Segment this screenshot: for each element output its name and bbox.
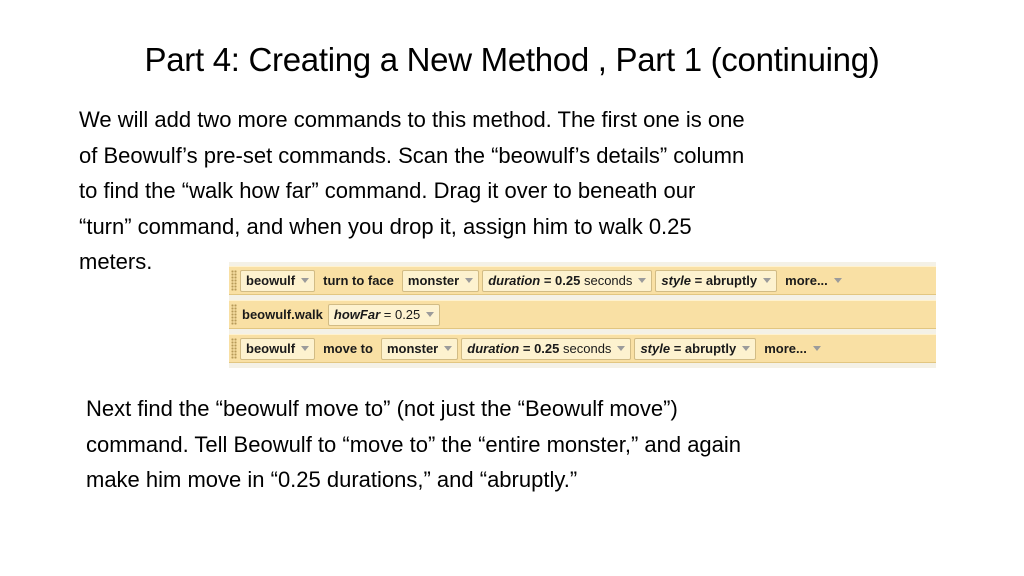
style-value: = abruptly xyxy=(673,341,737,356)
triangle-down-icon xyxy=(763,278,771,283)
triangle-down-icon xyxy=(617,346,625,351)
instruction-paragraph-2 xyxy=(86,391,946,498)
triangle-down-icon xyxy=(742,346,750,351)
drag-grip-icon[interactable] xyxy=(231,338,237,359)
triangle-down-icon xyxy=(426,312,434,317)
argument-label: monster xyxy=(386,341,439,356)
method-label: turn to face xyxy=(323,273,394,288)
triangle-down-icon xyxy=(638,278,646,283)
duration-key: duration xyxy=(488,273,541,288)
triangle-down-icon xyxy=(834,278,842,283)
drag-grip-icon[interactable] xyxy=(231,270,237,291)
duration-value: = 0.25 xyxy=(522,341,560,356)
slide-title: Part 4: Creating a New Method , Part 1 (continuing) xyxy=(144,41,880,78)
argument-dropdown[interactable] xyxy=(381,338,458,360)
style-key: style xyxy=(640,341,671,356)
triangle-down-icon xyxy=(301,278,309,283)
code-row-walk[interactable] xyxy=(229,300,936,329)
duration-key: duration xyxy=(467,341,520,356)
style-value: = abruptly xyxy=(694,273,758,288)
argument-label: monster xyxy=(407,273,460,288)
target-object-dropdown[interactable] xyxy=(240,270,315,292)
argument-dropdown[interactable] xyxy=(402,270,479,292)
text-line: command. Tell Beowulf to “move to” the “entire monster,” and again xyxy=(86,431,742,457)
method-label: move to xyxy=(323,341,373,356)
code-screenshot-panel xyxy=(229,262,936,368)
duration-unit: seconds xyxy=(583,273,633,288)
duration-unit: seconds xyxy=(563,341,612,356)
code-row-turn-to-face[interactable] xyxy=(229,266,936,295)
text-line: to find the “walk how far” command. Drag it over to beneath our xyxy=(79,178,696,203)
target-object-dropdown[interactable] xyxy=(240,338,315,360)
more-dropdown[interactable] xyxy=(780,270,847,292)
target-label: beowulf xyxy=(246,341,296,356)
duration-dropdown[interactable] xyxy=(482,270,652,292)
param-value: = 0.25 xyxy=(383,307,421,322)
more-label: more... xyxy=(785,273,828,288)
style-dropdown[interactable] xyxy=(655,270,777,292)
drag-grip-icon[interactable] xyxy=(231,304,237,325)
text-line: make him move in “0.25 durations,” and “abruptly.” xyxy=(86,467,578,492)
text-line: Next find the “beowulf move to” (not just the “Beowulf move”) xyxy=(86,396,678,421)
more-label: more... xyxy=(764,341,807,356)
style-dropdown[interactable] xyxy=(634,338,756,360)
method-label: beowulf.walk xyxy=(242,307,323,322)
duration-dropdown[interactable] xyxy=(461,338,631,360)
duration-value: = 0.25 xyxy=(543,273,581,288)
text-line: of Beowulf’s pre-set commands. Scan the “beowulf’s details” column xyxy=(79,142,745,168)
instruction-paragraph-1 xyxy=(79,102,939,280)
triangle-down-icon xyxy=(444,346,452,351)
style-key: style xyxy=(661,273,692,288)
param-key: howFar xyxy=(333,307,381,322)
triangle-down-icon xyxy=(813,346,821,351)
text-line: meters. xyxy=(79,249,153,274)
target-label: beowulf xyxy=(246,273,296,288)
triangle-down-icon xyxy=(301,346,309,351)
more-dropdown[interactable] xyxy=(759,338,826,360)
text-line: We will add two more commands to this method. The first one is one xyxy=(79,107,745,132)
howfar-dropdown[interactable] xyxy=(328,304,440,326)
triangle-down-icon xyxy=(465,278,473,283)
code-row-move-to[interactable] xyxy=(229,334,936,363)
text-line: “turn” command, and when you drop it, assign him to walk 0.25 xyxy=(79,213,692,239)
